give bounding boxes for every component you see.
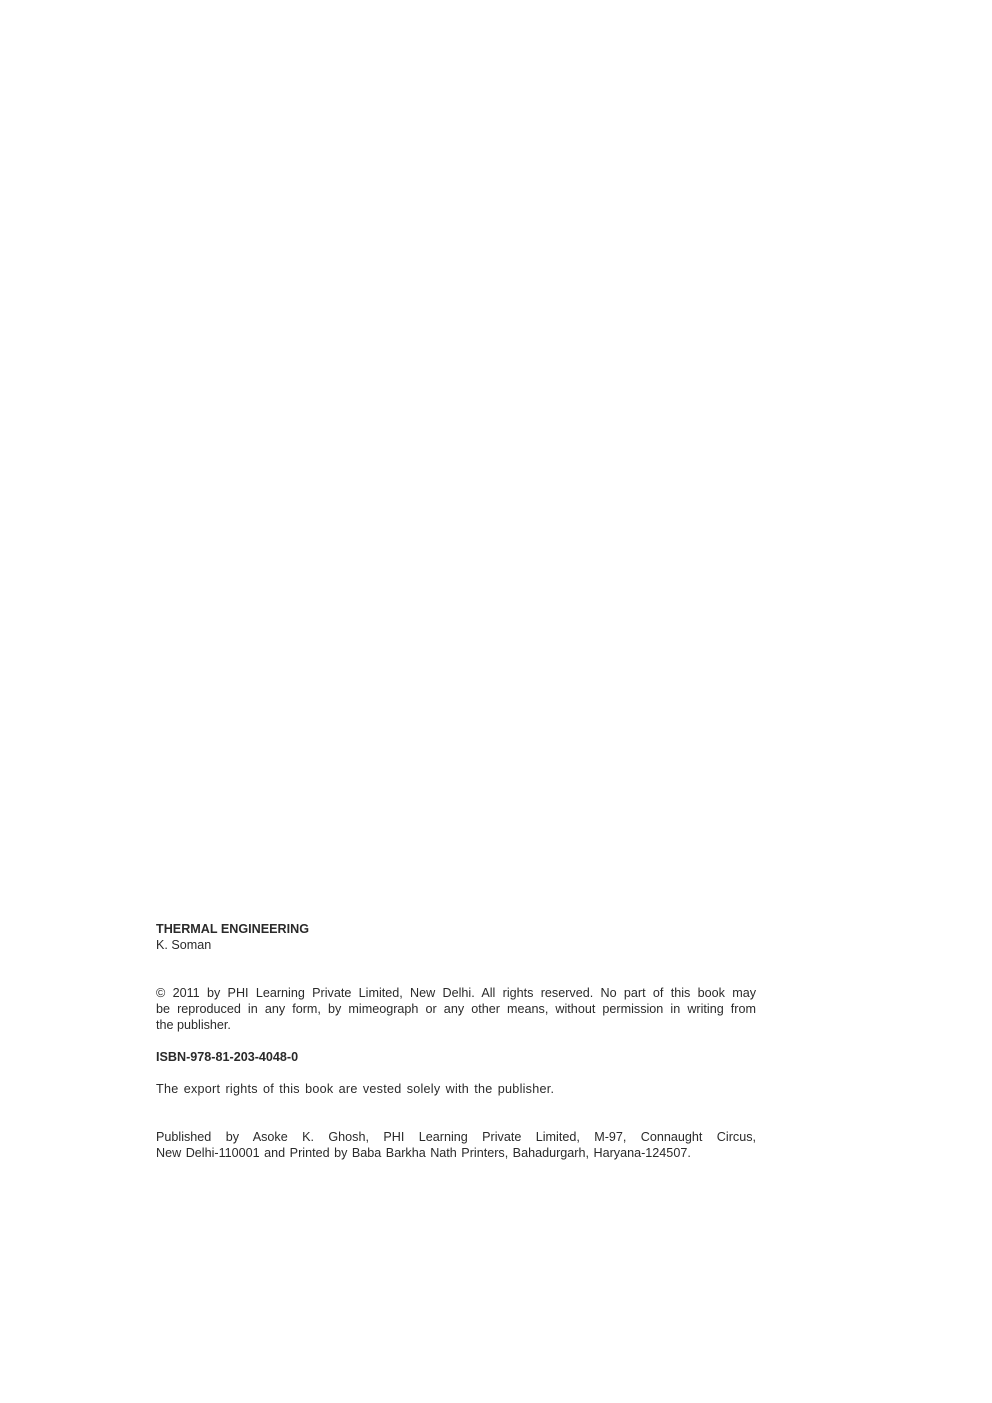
copyright-line: © 2011 by PHI Learning Private Limited, New Delhi. All rights reserved. No part of this book may (156, 986, 756, 1000)
publisher-line: New Delhi-110001 and Printed by Baba Barkha Nath Printers, Bahadurgarh, Haryana-124507. (156, 1146, 691, 1160)
copyright-line: be reproduced in any form, by mimeograph or any other means, without permission in writing from (156, 1002, 756, 1016)
export-notice: The export rights of this book are vested solely with the publisher. (156, 1082, 555, 1096)
book-title: THERMAL ENGINEERING (156, 922, 310, 936)
copyright-line: the publisher. (156, 1018, 231, 1032)
publisher-line: Published by Asoke K. Ghosh, PHI Learning Private Limited, M-97, Connaught Circus, (156, 1130, 756, 1144)
book-author: K. Soman (156, 938, 212, 952)
isbn: ISBN-978-81-203-4048-0 (156, 1050, 299, 1064)
